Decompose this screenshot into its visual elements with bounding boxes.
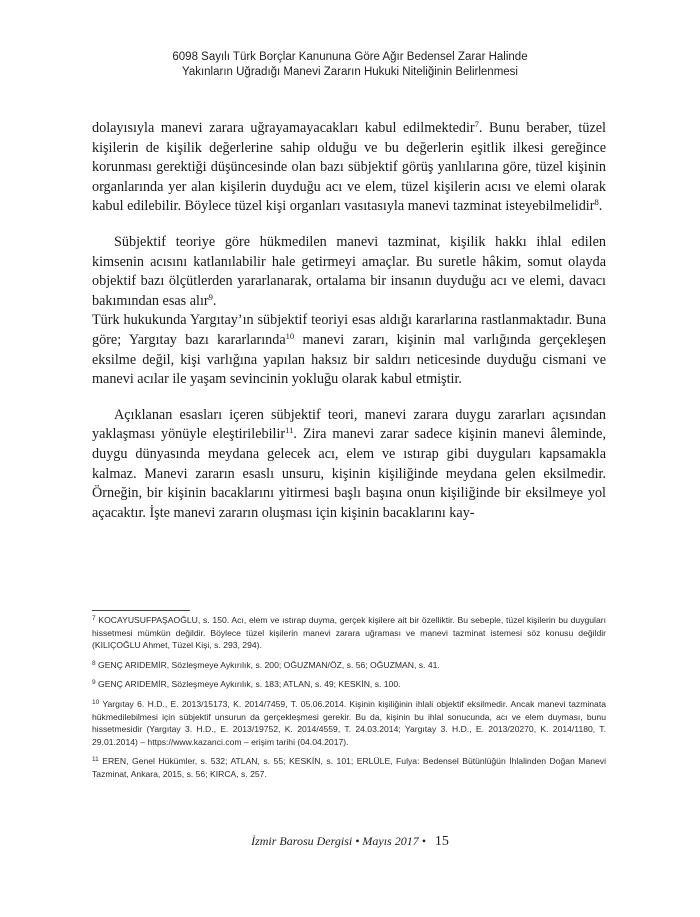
footnote-8 (92, 659, 606, 672)
paragraph-2 (92, 233, 606, 311)
body-text (92, 119, 606, 523)
footnote-10 (92, 698, 606, 748)
footnote-text: KOCAYUSUFPAŞAOĞLU, s. 150. Acı, elem ve ıstırap duyma, gerçek kişilere ait bir özelliktir. Bu sebeple, tüzel kişilerin bu duyguları hissetmesi mümkün değildir. Böylece tüzel kişilerin manevi zarara uğraması ve manevi tazminat istemesi söz konusu değildir (KILIÇOĞLU Ahmet, Tüzel Kişi, s. 293, 294). (92, 615, 606, 651)
footnote-9 (92, 678, 606, 691)
footnote-number: 9 (92, 679, 96, 687)
footnote-text: GENÇ ARIDEMİR, Sözleşmeye Aykırılık, s. 200; OĞUZMAN/ÖZ, s. 56; OĞUZMAN, s. 41. (98, 659, 440, 670)
footnote-number: 11 (92, 756, 99, 764)
footnote-11 (92, 755, 606, 780)
footnote-ref-8[interactable]: 8 (594, 197, 599, 208)
paragraph-text: . (598, 198, 603, 215)
paragraph-text: Sübjektif teoriye göre hükmedilen manevi tazminat, kişilik hakkı ihlal edilen kimsenin acısını katlanılabilir hale getirmeyi amaçlar. Bu suretle hâkim, somut olayda objektif bazı ölçütlerden yararlanarak, ortalama bir insanın duyduğu acı ve elemi, davacı bakımından esas alır (92, 233, 606, 309)
footnotes (92, 614, 606, 788)
footnote-7 (92, 614, 606, 652)
paragraph-1 (92, 119, 606, 217)
paragraph-text: Türk hukukunda Yargıtay’ın sübjektif teoriyi esas aldığı kararlarına rastlanmaktadır. Buna göre; Yargıtay bazı kararlarında (92, 312, 606, 348)
header-line-1: 6098 Sayılı Türk Borçlar Kanununa Göre Ağır Bedensel Zarar Halinde (172, 51, 528, 63)
paragraph-3 (92, 311, 606, 389)
footnote-text: EREN, Genel Hükümler, s. 532; ATLAN, s. 55; KESKİN, s. 101; ERLÜLE, Fulya: Bedensel Bütünlüğün İhlalinden Doğan Manevi Tazminat, Ankara, 2015, s. 56; KIRCA, s. 257. (92, 756, 606, 779)
footnote-number: 8 (92, 659, 96, 667)
footnote-text: GENÇ ARIDEMİR, Sözleşmeye Aykırılık, s. 183; ATLAN, s. 49; KESKİN, s. 100. (98, 679, 401, 690)
footnote-number: 7 (92, 615, 96, 622)
paragraph-text: . Bunu beraber, tüzel kişilerin de kişilik değerlerine sahip olduğu ve bu değerlerin eşitlik ilkesi gereğince korunması gerektiği düşüncesinde olan bazı sübjektif görüş yanlılarına göre, tüzel kişinin organlarında yer alan kişilerin duyduğu acı ve elem, tüzel kişilerin acısı ve elemi olarak kabul edilebilir. Böylece tüzel kişi organları vasıtasıyla manevi tazminat isteyebilmelidir (92, 120, 606, 215)
footnote-ref-7[interactable]: 7 (474, 119, 479, 129)
page-number: 15 (434, 834, 449, 849)
journal-name: İzmir Barosu Dergisi • Mayıs 2017 • (251, 834, 426, 848)
paragraph-text: . (212, 292, 217, 309)
header-line-2: Yakınların Uğradığı Manevi Zararın Hukuki Niteliğinin Belirlenmesi (182, 66, 518, 78)
paragraph-4 (92, 406, 606, 524)
paragraph-text: . Zira manevi zarar sadece kişinin manevi âleminde, duygu dünyasında meydana gelecek acı, elem ve ıstırap gibi duyguları kapsamakla kalmaz. Manevi zararın esaslı unsuru, kişinin kişiliğinde meydana gelen eksilmedir. Örneğin, bir kişinin bacaklarını yitirmesi başlı başına onun kişiliğinde bir eksilmeye yol açacaktır. İşte manevi zararın oluşması için kişinin bacaklarını kay- (92, 426, 606, 521)
footnote-ref-10[interactable]: 10 (285, 330, 295, 341)
footnote-ref-11[interactable]: 11 (285, 425, 294, 436)
paragraph-text: manevi zararı, kişinin mal varlığında gerçekleşen eksilme değil, kişi varlığına yapılan haksız bir saldırı neticesinde duyduğu cismani ve manevi acılar ile yaşam sevincinin yokluğu olarak kabul etmiştir. (92, 331, 606, 388)
footnote-separator (92, 610, 190, 611)
footnote-text: Yargıtay 6. H.D., E. 2013/15173, K. 2014/7459, T. 05.06.2014. Kişinin kişiliğinin ihlali objektif eksilmedir. Ancak manevi tazminata hükmedilebilmesi için sübjektif unsurun da gerçekleşmesi gerekir. Bu da, kişinin bu ihlal sonucunda, acı ve elem duyması, bunu hissetmesidir (Yargıtay 3. H.D., E. 2013/19752, K. 2014/4559, T. 24.03.2014; Yargıtay 3. H.D., E. 2013/20270, K. 2014/1180, T. 29.01.2014) – https://www.kazanci.com – erişim tarihi (04.04.2017). (92, 698, 606, 747)
footnote-number: 10 (92, 698, 100, 706)
paragraph-text: Açıklanan esasları içeren sübjektif teori, manevi zarara duygu zararları açısından yaklaşması yönüyle eleştirilebilir (92, 406, 606, 443)
footnote-ref-9[interactable]: 9 (208, 291, 213, 302)
paragraph-text: dolayısıyla manevi zarara uğrayamayacakları kabul edilmektedir (92, 120, 475, 136)
page-footer (0, 834, 700, 850)
running-header (0, 50, 700, 80)
